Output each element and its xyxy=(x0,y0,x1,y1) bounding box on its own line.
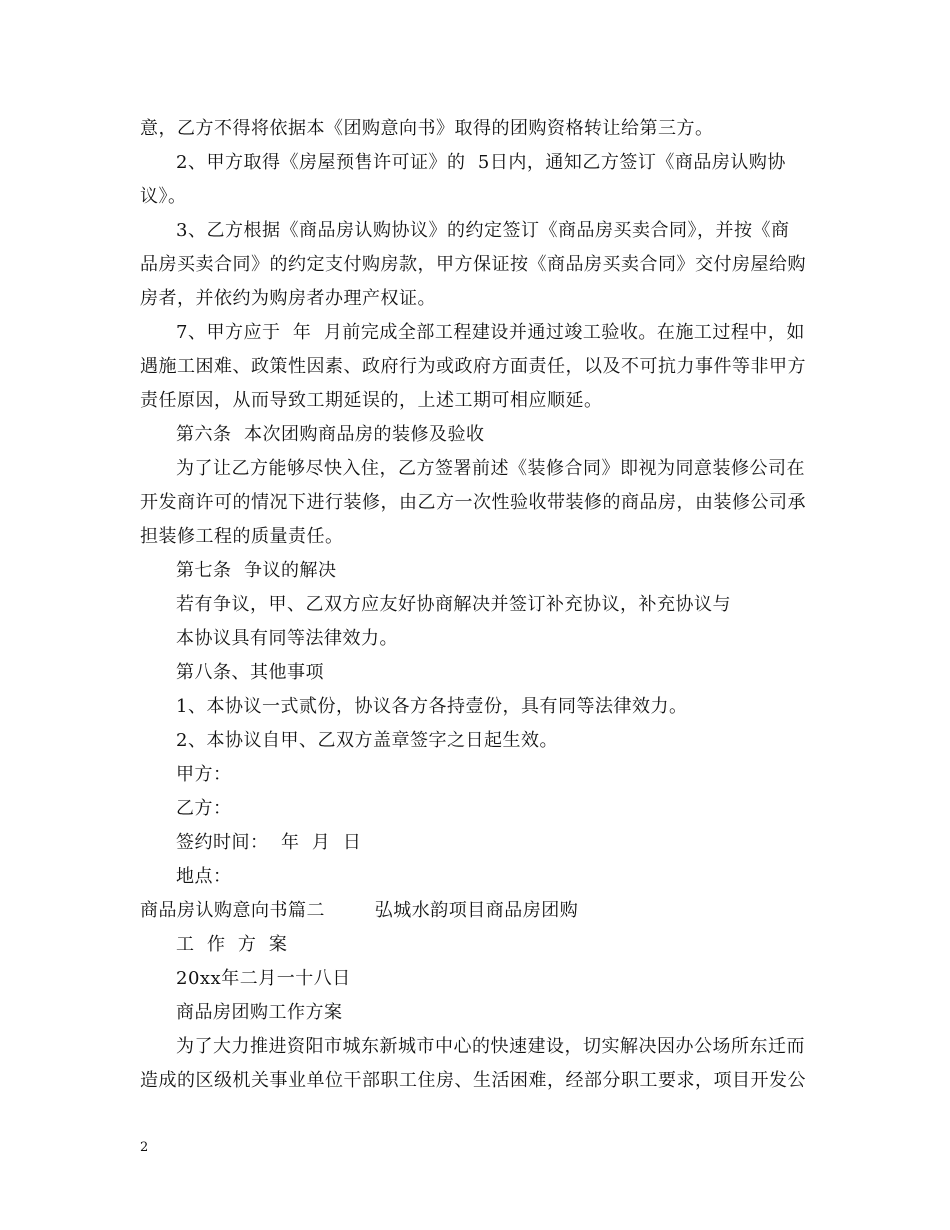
text-line: 2、本协议自甲、乙双方盖章签字之日起生效。 xyxy=(176,730,558,751)
text-line: 担装修工程的质量责任。 xyxy=(140,526,344,547)
text-line: 2、甲方取得《房屋预售许可证》的 5日内，通知乙方签订《商品房认购协 xyxy=(176,152,786,173)
text-line: 为了让乙方能够尽快入住，乙方签署前述《装修合同》即视为同意装修公司在 xyxy=(176,458,805,479)
section-heading: 第六条 本次团购商品房的装修及验收 xyxy=(176,424,485,445)
signing-place: 地点： xyxy=(176,866,232,887)
text-line: 议》。 xyxy=(140,186,187,207)
signature-party-a: 甲方： xyxy=(176,764,232,785)
section-heading: 第七条 争议的解决 xyxy=(176,560,337,581)
text-line: 3、乙方根据《商品房认购协议》的约定签订《商品房买卖合同》，并按《商 xyxy=(176,220,790,241)
text-line: 1、本协议一式贰份，协议各方各持壹份，具有同等法律效力。 xyxy=(176,696,688,717)
text-line: 造成的区级机关事业单位干部职工住房、生活困难，经部分职工要求，项目开发公 xyxy=(140,1070,806,1091)
signature-party-b: 乙方： xyxy=(176,798,232,819)
text-line: 责任原因，从而导致工期延误的，上述工期可相应顺延。 xyxy=(140,390,603,411)
text-line: 房者，并依约为购房者办理产权证。 xyxy=(140,288,436,309)
text-line: 为了大力推进资阳市城东新城市中心的快速建设，切实解决因办公场所东迁而 xyxy=(176,1036,805,1057)
plan-subtitle: 商品房团购工作方案 xyxy=(176,1002,343,1023)
text-line: 若有争议，甲、乙双方应友好协商解决并签订补充协议，补充协议与 xyxy=(176,594,731,615)
page-number: 2 xyxy=(140,1140,149,1155)
plan-date: 20xx年二月一十八日 xyxy=(176,968,351,989)
section-heading: 第八条、其他事项 xyxy=(176,662,324,683)
text-line: 开发商许可的情况下进行装修，由乙方一次性验收带装修的商品房，由装修公司承 xyxy=(140,492,806,513)
text-line: 7、甲方应于 年 月前完成全部工程建设并通过竣工验收。在施工过程中，如 xyxy=(176,322,805,343)
text-line: 意，乙方不得将依据本《团购意向书》取得的团购资格转让给第三方。 xyxy=(140,118,714,139)
text-line: 本协议具有同等法律效力。 xyxy=(176,628,398,649)
text-line: 品房买卖合同》的约定支付购房款，甲方保证按《商品房买卖合同》交付房屋给购 xyxy=(140,254,806,275)
plan-heading: 工 作 方 案 xyxy=(176,934,288,955)
document-title: 商品房认购意向书篇二 弘城水韵项目商品房团购 xyxy=(140,900,579,921)
text-line: 遇施工困难、政策性因素、政府行为或政府方面责任，以及不可抗力事件等非甲方 xyxy=(140,356,806,377)
signing-date: 签约时间： 年 月 日 xyxy=(176,832,362,853)
